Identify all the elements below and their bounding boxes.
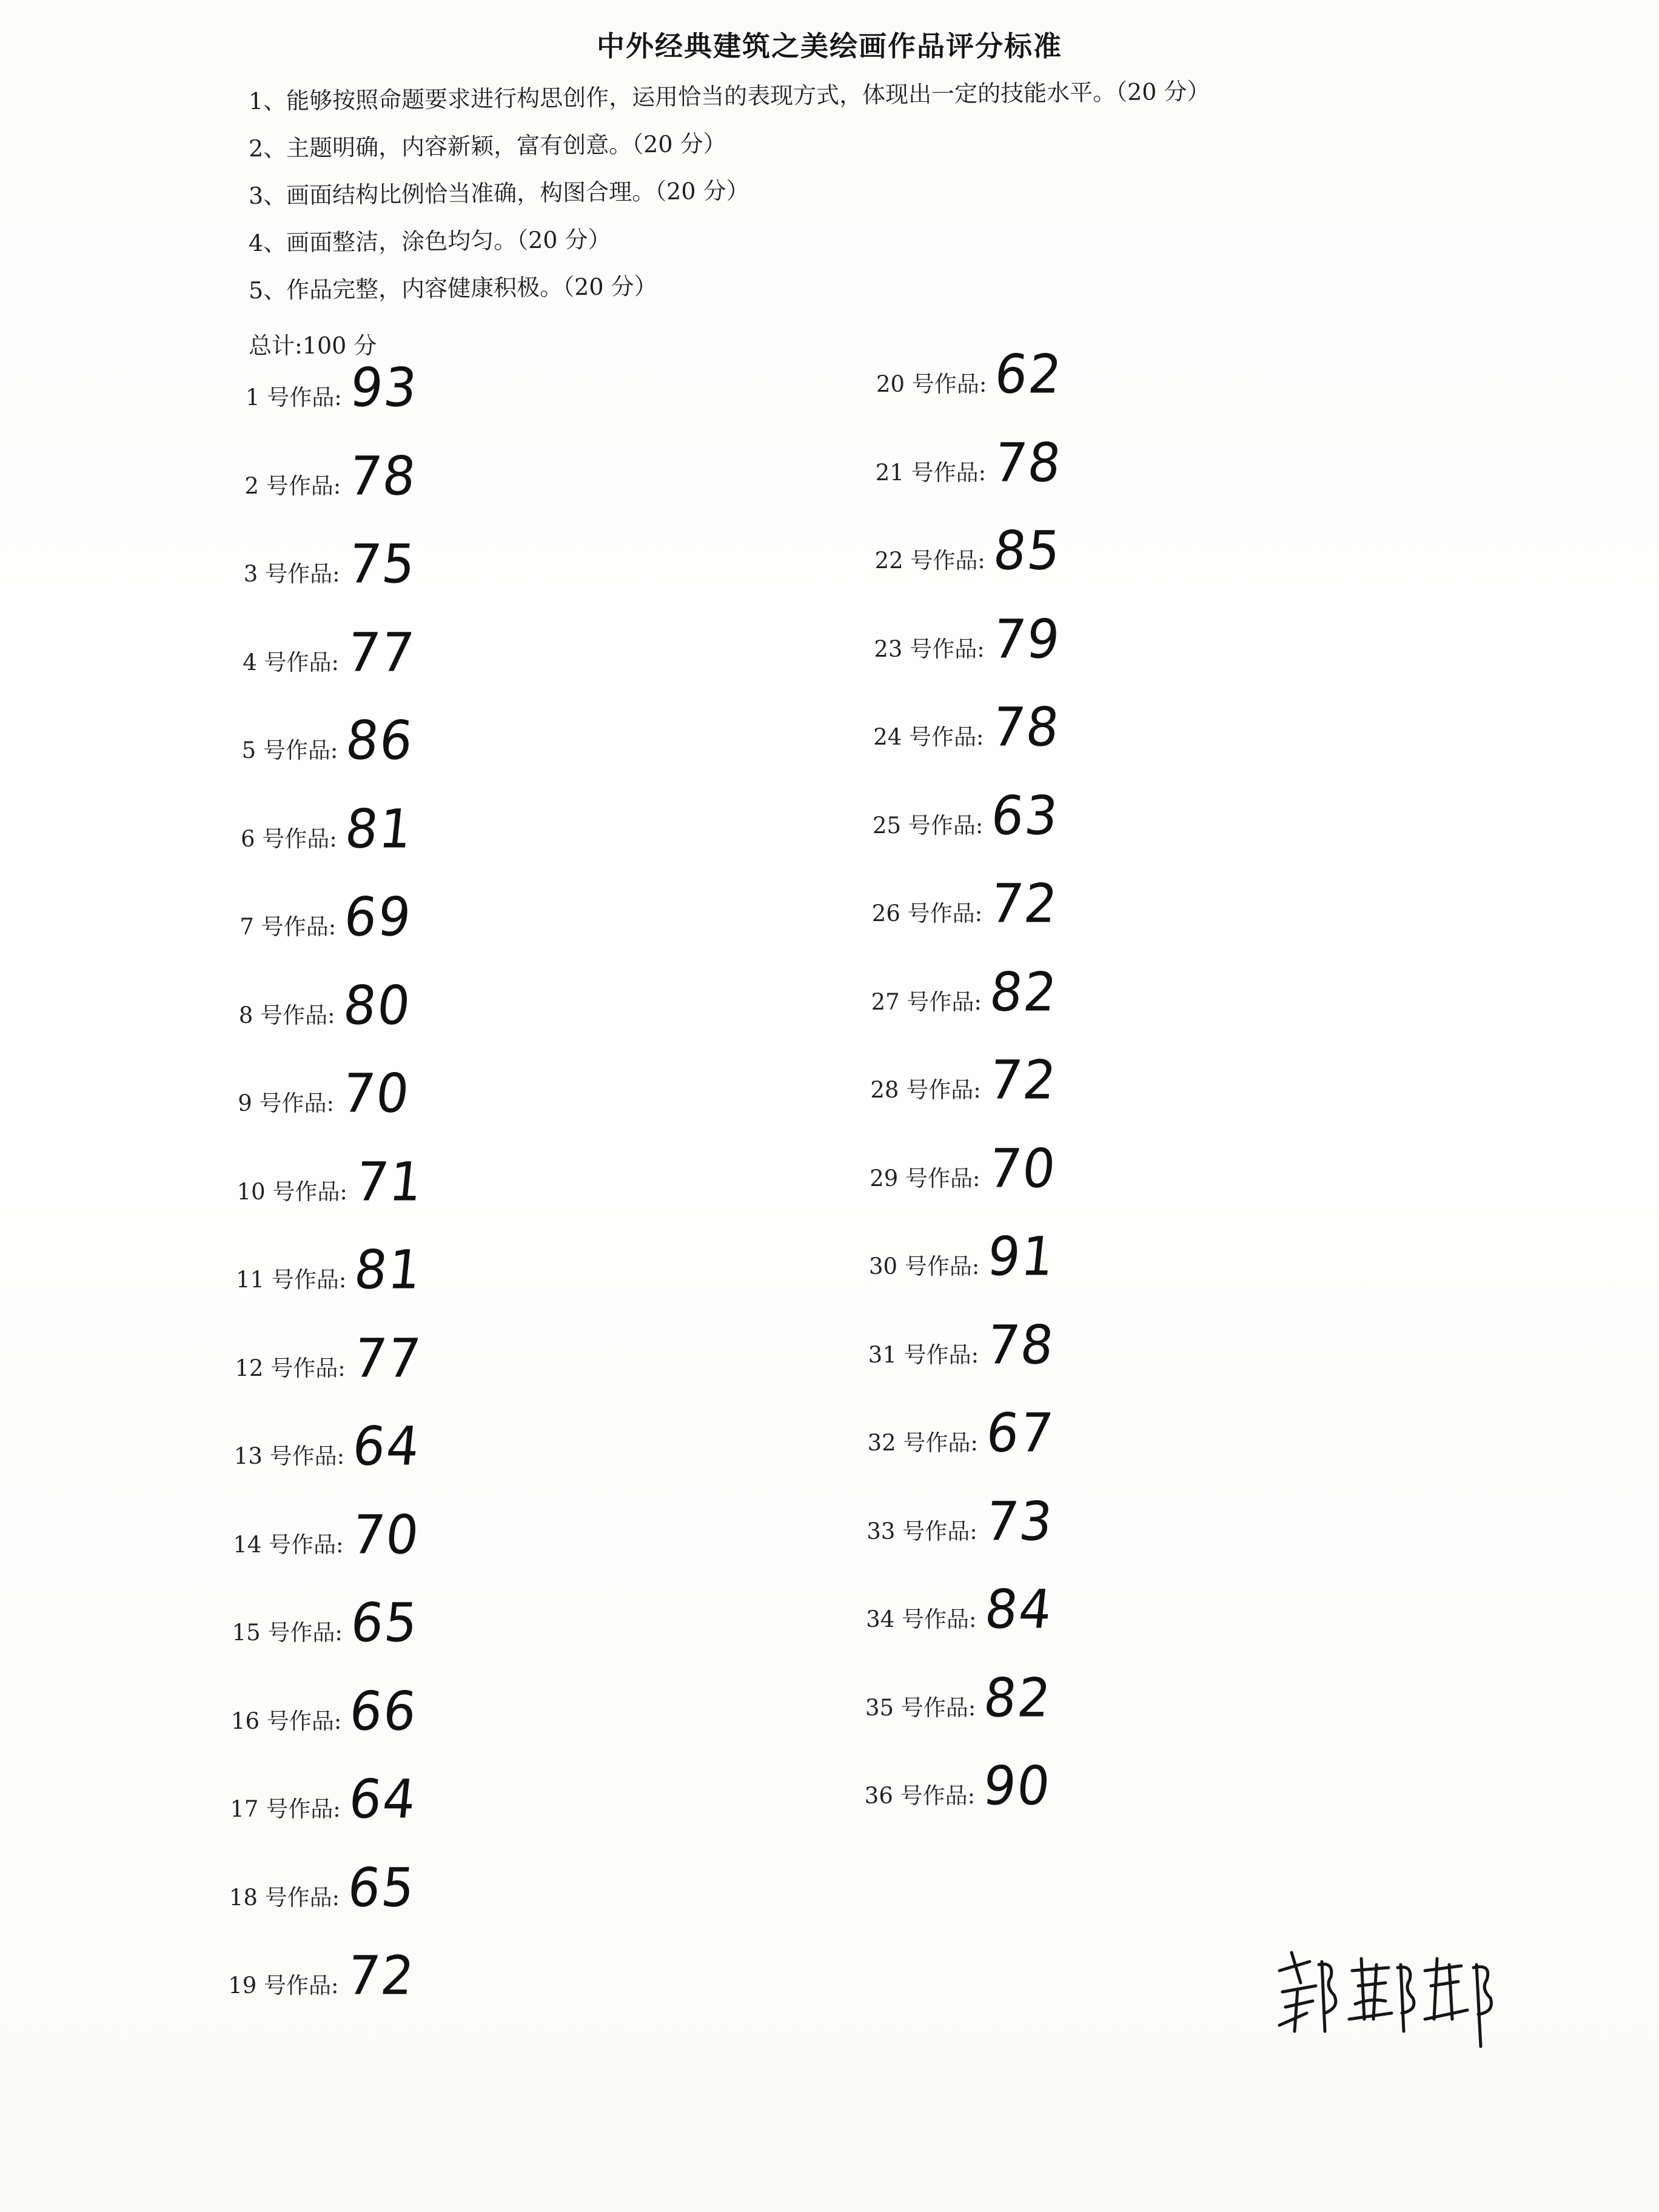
entry-label: 14 号作品: [233, 1531, 344, 1558]
score-entry [873, 784, 1062, 846]
score-entry [866, 1578, 1056, 1641]
entry-label: 16 号作品: [231, 1708, 342, 1734]
entry-label: 34 号作品: [866, 1606, 977, 1632]
score-entry [874, 519, 1065, 582]
entry-label: 10 号作品: [236, 1178, 347, 1205]
entry-score: 62 [991, 343, 1066, 406]
score-entry [874, 608, 1064, 670]
entry-score: 82 [980, 1666, 1055, 1729]
entry-label: 21 号作品: [875, 459, 987, 486]
entry-score: 67 [983, 1401, 1057, 1464]
score-entry [873, 695, 1063, 759]
entry-label: 33 号作品: [866, 1518, 977, 1544]
entry-score: 84 [982, 1578, 1056, 1641]
entry-score: 63 [988, 784, 1062, 846]
criteria-item: 3、画面结构比例恰当准确，构图合理。（20 分） [248, 177, 749, 209]
entry-score: 93 [347, 356, 421, 419]
entry-label: 29 号作品: [870, 1165, 980, 1191]
score-entry [867, 1401, 1057, 1464]
score-entry [241, 797, 417, 860]
entry-score: 82 [987, 960, 1061, 1023]
score-entry [243, 532, 419, 595]
entry-label: 19 号作品: [228, 1972, 339, 1999]
entry-score: 79 [990, 608, 1064, 670]
entry-label: 24 号作品: [873, 724, 984, 750]
entry-score: 81 [342, 797, 417, 860]
score-entry [243, 621, 418, 683]
entry-label: 36 号作品: [864, 1783, 976, 1809]
score-entry [866, 1490, 1057, 1552]
entry-score: 77 [350, 1327, 425, 1389]
entry-label: 27 号作品: [871, 988, 982, 1015]
entry-score: 78 [984, 1313, 1058, 1376]
entry-score: 65 [344, 1856, 419, 1919]
entry-score: 73 [982, 1490, 1057, 1552]
criteria-item: 5、作品完整，内容健康积极。（20 分） [248, 272, 657, 304]
total-points: 总计:100 分 [249, 332, 377, 359]
score-entry [870, 1048, 1061, 1111]
entry-score: 85 [990, 519, 1065, 582]
score-entry [235, 1327, 425, 1389]
handwritten-signature [1267, 1928, 1534, 2049]
entry-score: 70 [349, 1503, 423, 1566]
score-entry [229, 1856, 419, 1919]
entry-label: 6 号作品: [241, 825, 337, 852]
score-entry [870, 1137, 1059, 1199]
score-entry [869, 1225, 1059, 1288]
entry-label: 5 号作品: [241, 737, 338, 763]
entry-label: 13 号作品: [233, 1443, 345, 1469]
score-entry [230, 1768, 420, 1831]
entry-label: 8 号作品: [238, 1002, 335, 1028]
entry-score: 86 [343, 709, 417, 772]
entry-score: 72 [344, 1944, 418, 2007]
entry-score: 78 [991, 431, 1065, 494]
entry-label: 31 号作品: [868, 1341, 979, 1368]
score-entry [228, 1944, 418, 2007]
entry-score: 70 [339, 1062, 414, 1125]
entry-label: 22 号作品: [874, 548, 985, 574]
score-entry [246, 356, 421, 419]
entry-label: 9 号作品: [238, 1090, 334, 1116]
entry-score: 91 [984, 1225, 1059, 1288]
entry-label: 15 号作品: [232, 1620, 343, 1646]
entry-label: 7 号作品: [240, 914, 337, 940]
entry-label: 23 号作品: [874, 635, 985, 662]
score-entry [865, 1666, 1055, 1729]
score-entry [233, 1415, 424, 1478]
entry-label: 26 号作品: [871, 900, 983, 927]
entry-score: 66 [346, 1680, 421, 1742]
entry-label: 25 号作品: [873, 812, 984, 839]
entry-score: 77 [344, 621, 418, 683]
score-entry [232, 1591, 422, 1654]
entry-score: 78 [346, 444, 420, 507]
score-entry [871, 960, 1061, 1023]
entry-label: 1 号作品: [246, 384, 342, 411]
score-entry [864, 1754, 1054, 1817]
entry-label: 12 号作品: [235, 1355, 346, 1381]
entry-score: 69 [341, 885, 415, 948]
entry-score: 70 [985, 1137, 1059, 1199]
page-title: 中外经典建筑之美绘画作品评分标准 [597, 30, 1062, 62]
entry-label: 17 号作品: [230, 1796, 341, 1822]
score-entry [241, 709, 417, 772]
entry-score: 64 [349, 1415, 424, 1478]
entry-label: 4 号作品: [243, 649, 339, 675]
score-entry [871, 872, 1062, 935]
entry-label: 35 号作品: [865, 1694, 976, 1721]
score-entry [231, 1680, 421, 1742]
entry-score: 72 [986, 1048, 1061, 1111]
entry-score: 80 [340, 974, 414, 1036]
entry-score: 65 [347, 1591, 422, 1654]
entry-score: 78 [989, 695, 1063, 759]
score-entry [240, 885, 415, 948]
criteria-item: 4、画面整洁，涂色均匀。（20 分） [248, 226, 611, 256]
score-entry [238, 1062, 414, 1125]
score-entry [876, 343, 1066, 406]
criteria-item: 1、能够按照命题要求进行构思创作，运用恰当的表现方式，体现出一定的技能水平。（20 分） [248, 78, 1210, 115]
entry-label: 11 号作品: [236, 1267, 347, 1293]
score-entry [238, 974, 414, 1036]
score-entry [233, 1503, 423, 1566]
entry-label: 30 号作品: [869, 1253, 980, 1279]
entry-label: 2 号作品: [244, 472, 341, 499]
entry-label: 28 号作品: [870, 1077, 981, 1103]
entry-label: 20 号作品: [876, 371, 987, 397]
entry-score: 81 [351, 1238, 426, 1301]
score-entry [868, 1313, 1058, 1376]
score-entry [875, 431, 1065, 494]
entry-label: 18 号作品: [229, 1884, 340, 1911]
entry-score: 71 [352, 1150, 427, 1213]
entry-score: 75 [345, 532, 419, 595]
entry-label: 3 号作品: [243, 561, 340, 587]
entry-score: 72 [987, 872, 1062, 935]
criteria-item: 2、主题明确，内容新颖，富有创意。（20 分） [248, 130, 726, 162]
entry-score: 90 [980, 1754, 1054, 1817]
score-entry [236, 1238, 426, 1301]
entry-label: 32 号作品: [867, 1430, 978, 1456]
score-entry [236, 1150, 427, 1213]
entry-score: 64 [346, 1768, 420, 1831]
score-entry [244, 444, 420, 507]
